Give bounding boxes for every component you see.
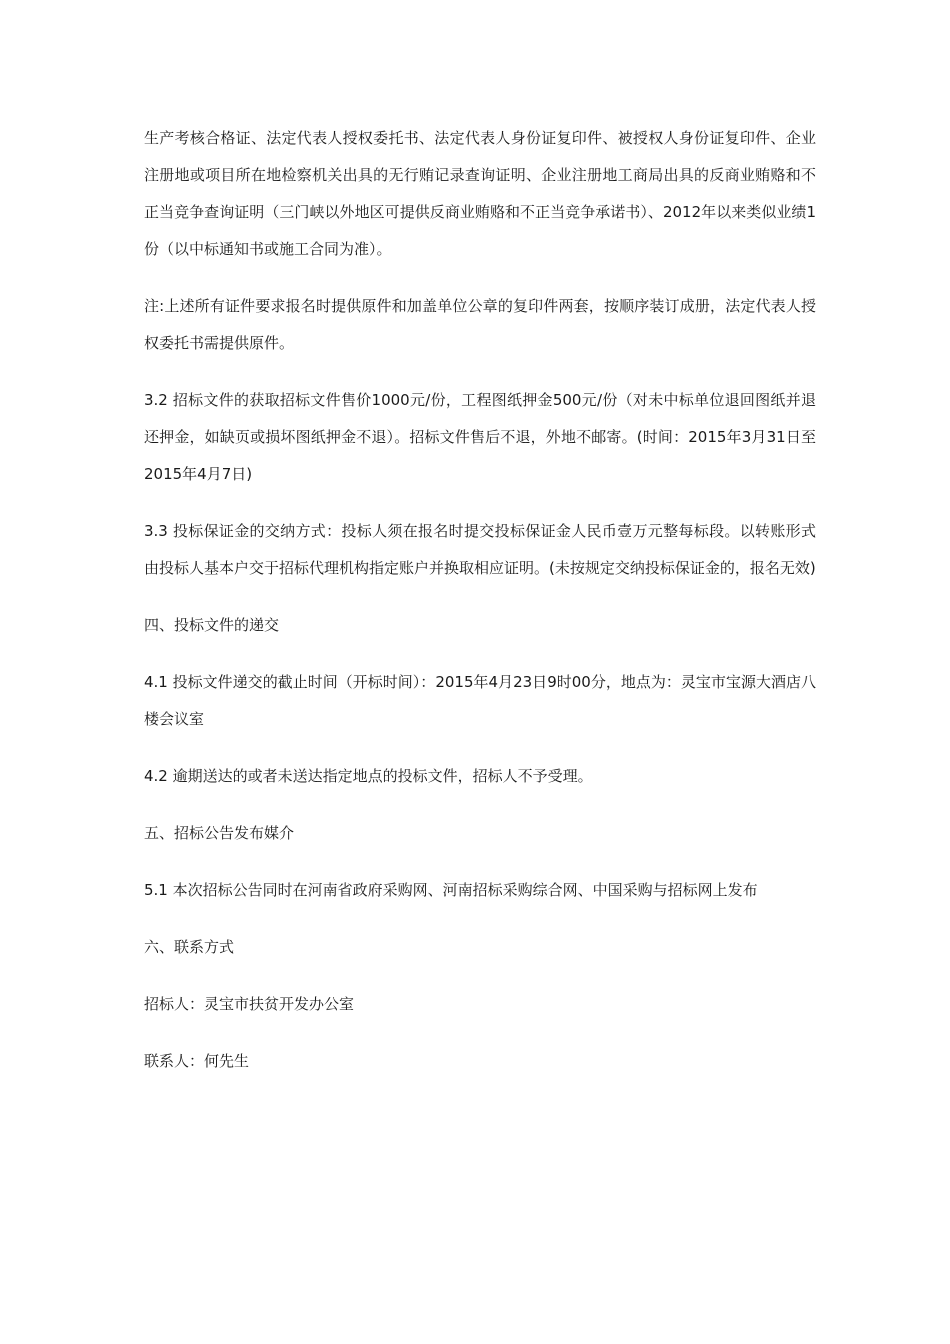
section-5-heading: 五、招标公告发布媒介 (144, 824, 295, 842)
section-3-2-paragraph: 3.2 招标文件的获取招标文件售价1000元/份，工程图纸押金500元/份（对未中标单位退回图纸并退还押金，如缺页或损坏图纸押金不退）。招标文件售后不退，外地不邮寄。(时间：2015年3月31日至2015年4月7日) (144, 391, 816, 483)
tenderer-line: 招标人：灵宝市扶贫开发办公室 (144, 995, 355, 1013)
section-4-1-paragraph: 4.1 投标文件递交的截止时间（开标时间）：2015年4月23日9时00分，地点为：灵宝市宝源大酒店八楼会议室 (144, 673, 816, 728)
section-3-3-paragraph: 3.3 投标保证金的交纳方式：投标人须在报名时提交投标保证金人民币壹万元整每标段。以转账形式由投标人基本户交于招标代理机构指定账户并换取相应证明。(未按规定交纳投标保证金的，报名无效) (144, 522, 816, 577)
section-6-heading: 六、联系方式 (144, 938, 235, 956)
document-page (144, 120, 816, 1100)
section-4-2-paragraph: 4.2 逾期送达的或者未送达指定地点的投标文件，招标人不予受理。 (144, 767, 593, 785)
contact-person-line: 联系人：何先生 (144, 1052, 250, 1070)
section-4-heading: 四、投标文件的递交 (144, 616, 280, 634)
note-paragraph: 注:上述所有证件要求报名时提供原件和加盖单位公章的复印件两套，按顺序装订成册，法定代表人授权委托书需提供原件。 (144, 297, 816, 352)
qualification-documents-paragraph: 生产考核合格证、法定代表人授权委托书、法定代表人身份证复印件、被授权人身份证复印件、企业注册地或项目所在地检察机关出具的无行贿记录查询证明、企业注册地工商局出具的反商业贿赂和不正当竞争查询证明（三门峡以外地区可提供反商业贿赂和不正当竞争承诺书）、2012年以来类似业绩1份（以中标通知书或施工合同为准）。 (144, 129, 816, 258)
section-5-1-paragraph: 5.1 本次招标公告同时在河南省政府采购网、河南招标采购综合网、中国采购与招标网上发布 (144, 881, 758, 899)
